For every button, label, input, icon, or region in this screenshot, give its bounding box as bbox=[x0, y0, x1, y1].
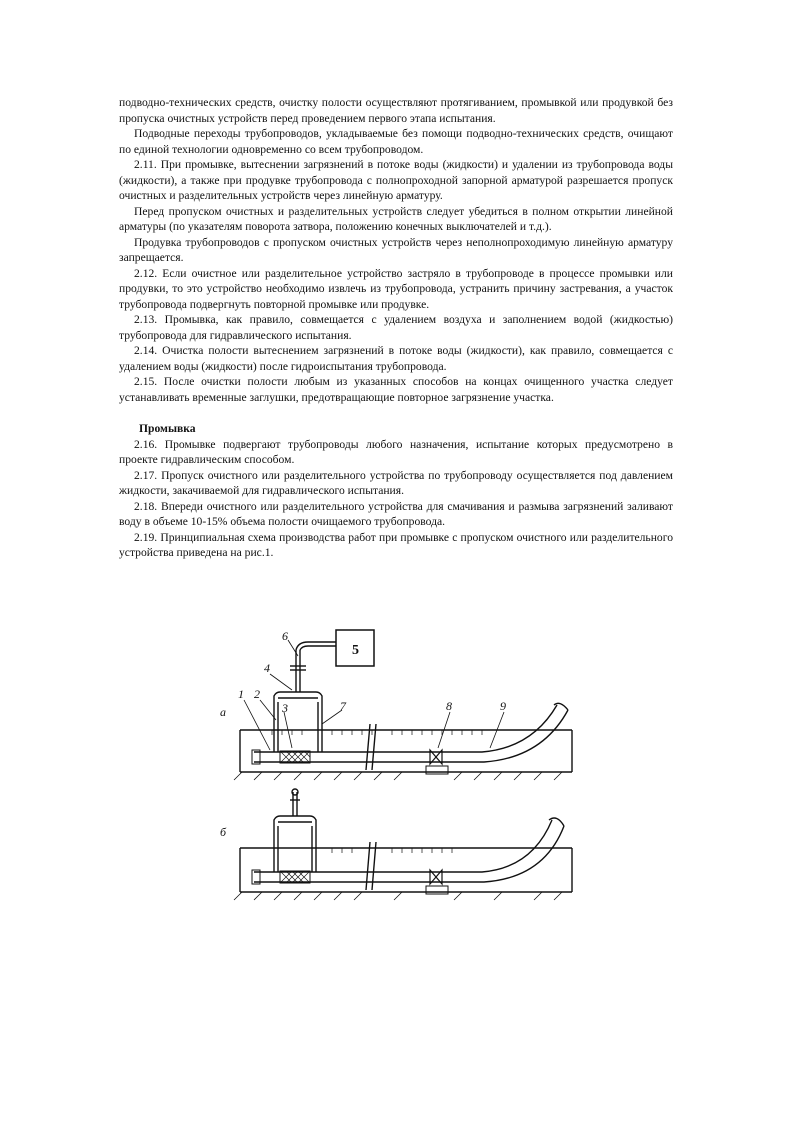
section-heading: Промывка bbox=[139, 422, 196, 435]
callout-6: 6 bbox=[282, 629, 288, 643]
label-a: а bbox=[220, 705, 226, 719]
paragraph-check-valves: Перед пропуском очистных и разделительных устройств следует убедиться в полном открытии линейной арматуры (по указателям поворота затвора, положению конечных выключателей и т.д.). bbox=[119, 204, 673, 233]
section-gap bbox=[119, 405, 673, 421]
paragraph-continuation: подводно-технических средств, очистку полости осуществляют протягиванием, промывкой или продувкой без пропуска очистных устройств перед проведением первого этапа испытания. bbox=[119, 96, 673, 125]
figure-flushing-scheme bbox=[212, 620, 592, 910]
document-body bbox=[119, 95, 673, 561]
diagram-b bbox=[234, 789, 572, 900]
callout-2: 2 bbox=[254, 687, 260, 701]
paragraph-2-13: 2.13. Промывка, как правило, совмещается с удалением воздуха и заполнением водой (жидкостью) трубопровода для гидравлического испытания. bbox=[119, 313, 673, 342]
callout-3: 3 bbox=[282, 701, 288, 715]
paragraph-2-14: 2.14. Очистка полости вытеснением загрязнений в потоке воды (жидкости), как правило, совмещается с удалением воды (жидкости) после гидроиспытания трубопровода. bbox=[119, 344, 673, 373]
callout-5: 5 bbox=[352, 643, 359, 658]
paragraph-underwater-crossings: Подводные переходы трубопроводов, укладываемые без помощи подводно-технических средств, очищают по единой технологии одновременно со всем трубопроводом. bbox=[119, 127, 673, 156]
callout-1: 1 bbox=[238, 687, 244, 701]
paragraph-purge-prohibited: Продувка трубопроводов с пропуском очистных устройств через неполнопроходимую линейную арматуру запрещается. bbox=[119, 235, 673, 264]
paragraph-2-11: 2.11. При промывке, вытеснении загрязнений в потоке воды (жидкости) и удалении из трубопровода воды (жидкости), а также при продувке трубопровода с полнопроходной запорной арматурой разрешается пропуск очистных и разделительных устройств через линейную арматуру. bbox=[119, 158, 673, 202]
paragraph-2-12: 2.12. Если очистное или разделительное устройство застряло в трубопроводе в процессе промывки или продувки, то это устройство необходимо извлечь из трубопровода, устранить причину застревания, а участок трубопровода подвергнуть повторной промывке или продувке. bbox=[119, 266, 673, 311]
paragraph-2-18: 2.18. Впереди очистного или разделительного устройства для смачивания и размыва загрязнений заливают воду в объеме 10-15% объема полости очищаемого трубопровода. bbox=[119, 499, 673, 528]
paragraph-2-15: 2.15. После очистки полости любым из указанных способов на концах очищенного участка следует устанавливать временные заглушки, предотвращающие повторное загрязнение участка. bbox=[119, 375, 673, 404]
paragraph-2-16: 2.16. Промывке подвергают трубопроводы любого назначения, испытание которых предусмотрено в проекте гидравлическим способом. bbox=[119, 437, 673, 466]
callout-9: 9 bbox=[500, 699, 506, 713]
callout-7: 7 bbox=[340, 699, 346, 713]
flushing-diagram bbox=[212, 620, 592, 910]
callout-8: 8 bbox=[446, 699, 452, 713]
paragraph-2-17: 2.17. Пропуск очистного или разделительного устройства по трубопроводу осуществляется под давлением жидкости, закачиваемой для гидравлического испытания. bbox=[119, 468, 673, 497]
paragraph-2-19: 2.19. Принципиальная схема производства работ при промывке с пропуском очистного или разделительного устройства приведена на рис.1. bbox=[119, 530, 673, 559]
label-b: б bbox=[220, 825, 227, 839]
callout-4: 4 bbox=[264, 661, 270, 675]
